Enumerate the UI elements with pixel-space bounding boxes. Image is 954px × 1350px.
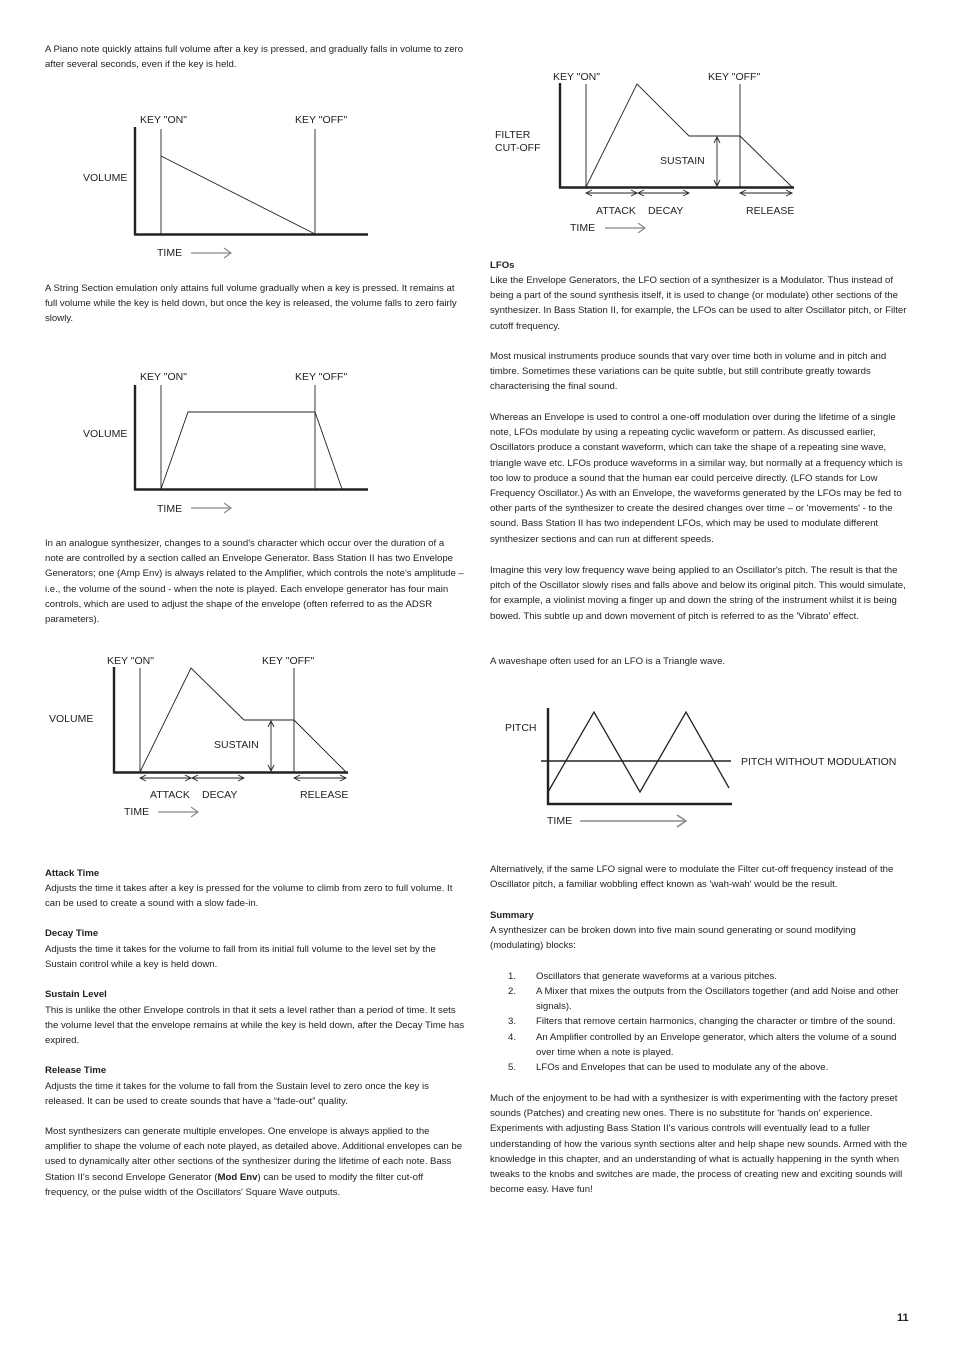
release-paragraph: Adjusts the time it takes for the volume to fall from the Sustain level to zero once the key is released. It can be used to create sounds that have a “fade-out” quality. [45, 1081, 429, 1108]
adsr-volume-label: VOLUME [49, 713, 94, 725]
attack-paragraph: Adjusts the time it takes after a key is pressed for the volume to climb from zero to full volume. It can be used to create a sound with a slow fade-in. [45, 883, 453, 910]
adsr-sustain-label: SUSTAIN [214, 739, 259, 751]
filter-release-label: RELEASE [746, 205, 795, 217]
decay-heading: Decay Time [45, 928, 99, 939]
adsr-release-label: RELEASE [300, 789, 349, 801]
piano-volume-label: VOLUME [83, 172, 128, 184]
lfo-time-label: TIME [547, 815, 573, 827]
adsr-attack-label: ATTACK [150, 789, 190, 801]
release-heading: Release Time [45, 1065, 107, 1076]
lfos-paragraph-4: Imagine this very low frequency wave being applied to an Oscillator's pitch. The result is that the pitch of the Oscillator slowly rises and falls above and below its original pitch. This would simulate, for example, a violinist moving a finger up and down the string of the instrument whilst it is being bowed. This subtle up and down movement of pitch is referred to as the 'Vibrato' effect. [490, 565, 906, 622]
lfos-paragraph-2: Most musical instruments produce sounds that vary over time both in volume and in pitch and timbre. Sometimes these variations can be quite subtle, but still contribute greatly towards characterising the final sound. [490, 351, 887, 393]
piano-time-label: TIME [157, 247, 183, 259]
adsr-key-off-label: KEY "OFF" [262, 655, 315, 667]
mod-env-term: Mod Env [217, 1171, 258, 1183]
lfos-paragraph-3: Whereas an Envelope is used to control a one-off modulation over during the lifetime of a single note, LFOs modulate by using a repeating cyclic waveform or pattern. As discussed earlier, Oscillators produce a constant waveform, which can take the shape of a repeating sine wave, triangle wave etc. LFOs produce waveforms in a similar way, but normally at a frequency which is too low to produce a sound that the human ear could perceive directly. (LFO stands for Low Frequency Oscillator.) As with an Envelope, the waveforms generated by the LFOs may be fed to other parts of the synthesizer to create the desired changes over time – or 'movements' - to the sound. Bass Station II has two independent LFOs, which may be used to modulate different synthesizer sections and can run at different speeds. [490, 412, 903, 545]
pitch-without-modulation-label: PITCH WITHOUT MODULATION [741, 756, 897, 768]
string-key-off-label: KEY "OFF" [295, 371, 348, 383]
lfos-paragraph-1: Like the Envelope Generators, the LFO section of a synthesizer is a Modulator. Thus instead of being a part of the sound synthesis itself, it is used to change (or modulate) other sections of the synthesizer. In Bass Station II, for example, the LFOs can be used to alter Oscillator pitch, or Filter cutoff frequency. [490, 275, 907, 332]
envelope-intro-paragraph: In an analogue synthesizer, changes to a sound's character which occur over the duration of a note are controlled by a section called an Envelope Generator. Bass Station II has two Envelope Generators; one (Amp Env) is always related to the Amplifier, which controls the note's amplitude – i.e., the volume of the sound - when the note is played. Each envelope generator has four main controls, which are used to adjust the shape of the envelope (often referred to as the ADSR parameters). [45, 538, 464, 626]
adsr-decay-label: DECAY [202, 789, 238, 801]
adsr-time-label: TIME [124, 806, 150, 818]
sustain-heading: Sustain Level [45, 989, 107, 1000]
pitch-label: PITCH [505, 722, 537, 734]
filter-sustain-label: SUSTAIN [660, 155, 705, 167]
page-number: 11 [897, 1312, 909, 1324]
lfos-heading: LFOs [490, 260, 515, 271]
filter-attack-label: ATTACK [596, 205, 636, 217]
string-time-label: TIME [157, 503, 183, 515]
string-key-on-label: KEY "ON" [140, 371, 187, 383]
piano-paragraph: A Piano note quickly attains full volume after a key is pressed, and gradually falls in volume to zero after several seconds, even if the key is held. [45, 44, 464, 71]
adsr-key-on-label: KEY "ON" [107, 655, 154, 667]
sustain-paragraph: This is unlike the other Envelope controls in that it sets a level rather than a period of time. It sets the volume level that the envelope remains at while the key is held down, after the Decay Time has expired. [45, 1005, 465, 1047]
strings-paragraph: A String Section emulation only attains full volume gradually when a key is pressed. It remains at full volume while the key is held down, but once the key is released, the volume falls to zero fairly slowly. [45, 283, 457, 325]
summary-heading: Summary [490, 910, 534, 921]
piano-key-on-label: KEY "ON" [140, 114, 187, 126]
multiple-envelopes-paragraph: Most synthesizers can generate multiple envelopes. One envelope is always applied to the amplifier to shape the volume of each note played, as detailed above. Additional envelopes can be used to dynamically alter other sections of the synthesizer during the lifetime of each note. Bass Station II's second Envelope Generator (Mod Env) can be used to modify the filter cut-off frequency, or the pulse width of the Oscillators' Square Wave outputs. [45, 1126, 463, 1198]
string-volume-label: VOLUME [83, 428, 128, 440]
filter-key-on-label: KEY "ON" [553, 71, 600, 83]
wah-wah-paragraph: Alternatively, if the same LFO signal were to modulate the Filter cut-off frequency instead of the Oscillator pitch, a familiar wobbling effect known as 'wah-wah' would be the result. [490, 864, 894, 891]
filter-label: FILTER [495, 129, 531, 141]
filter-decay-label: DECAY [648, 205, 684, 217]
filter-key-off-label: KEY "OFF" [708, 71, 761, 83]
lfos-paragraph-5: A waveshape often used for an LFO is a Triangle wave. [490, 656, 726, 667]
cutoff-label: CUT-OFF [495, 142, 541, 154]
filter-time-label: TIME [570, 222, 596, 234]
attack-heading: Attack Time [45, 868, 100, 879]
summary-paragraph: A synthesizer can be broken down into five main sound generating or sound modifying (modulating) blocks: [490, 925, 856, 952]
decay-paragraph: Adjusts the time it takes for the volume to fall from its initial full volume to the level set by the Sustain control while a key is held down. [45, 944, 436, 971]
final-paragraph: Much of the enjoyment to be had with a synthesizer is with experimenting with the factory preset sounds (Patches) and creating new ones. There is no substitute for 'hands on' experience. Experiments with adjusting Bass Station II's various controls will eventually lead to a fuller understanding of how the various synth sections alter and help shape new sounds. Armed with the knowledge in this chapter, and an understanding of what is actually happening in the synth when tweaks to the knobs and switches are made, the process of creating new and exciting sounds will become easy. Have fun! [490, 1093, 908, 1196]
piano-key-off-label: KEY "OFF" [295, 114, 348, 126]
